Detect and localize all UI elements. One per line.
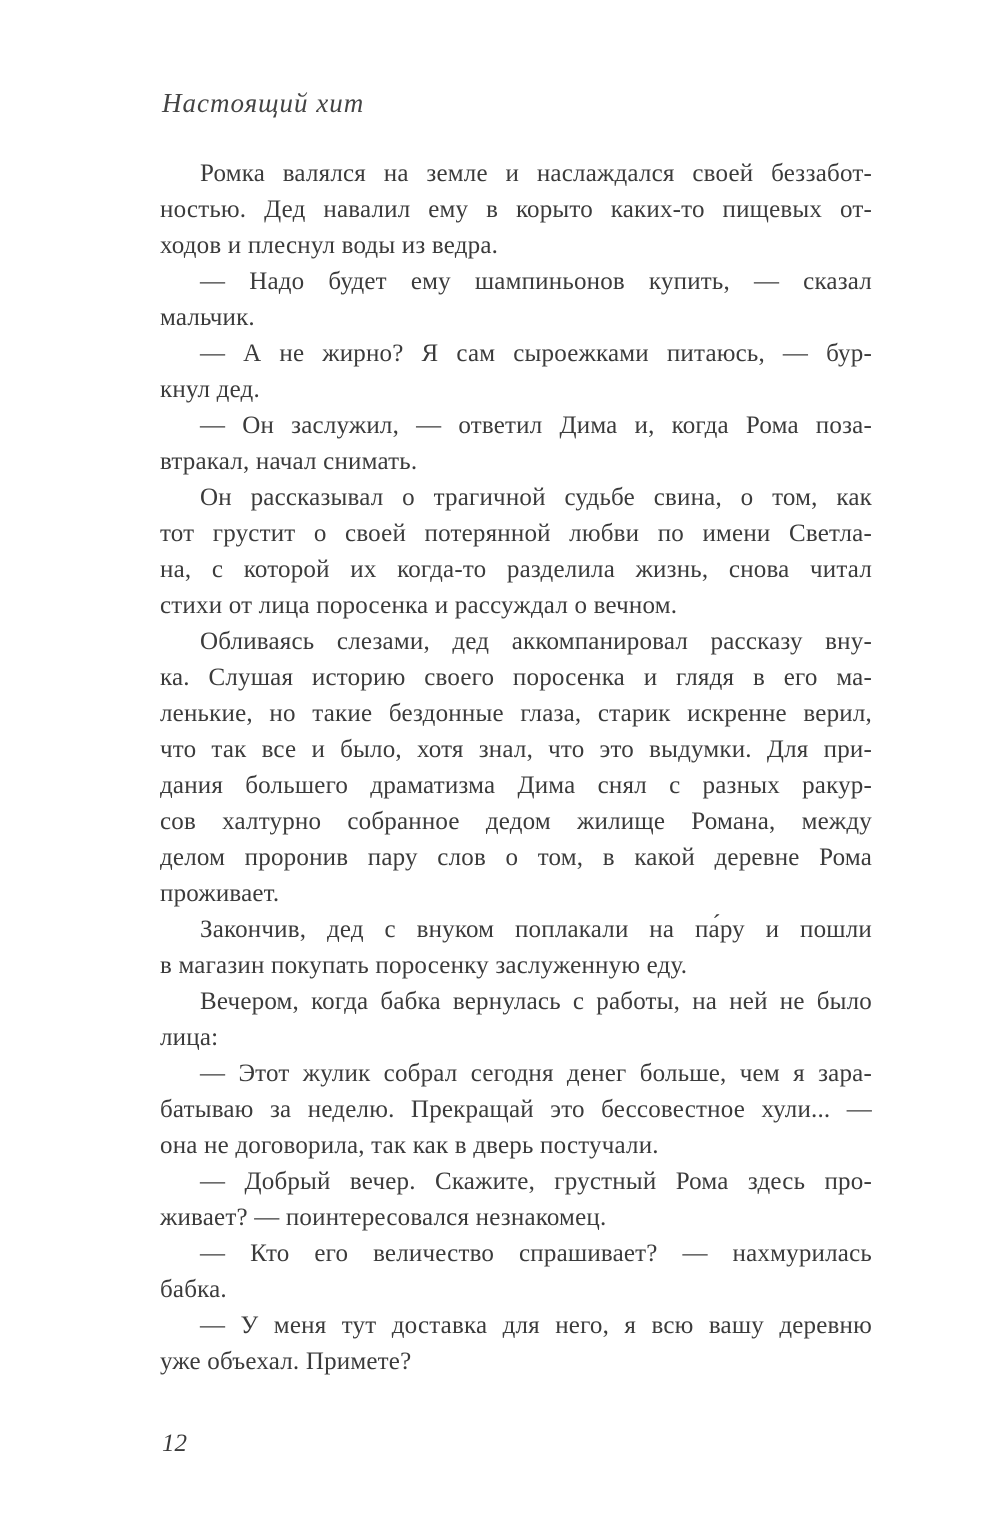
text-line: проживает. <box>160 880 280 907</box>
text-line: Он рассказывал о трагичной судьбе свина, о том, как <box>200 484 872 511</box>
text-line: — Кто его величество спрашивает? — нахмурилась <box>200 1240 872 1267</box>
text-line: Вечером, когда бабка вернулась с работы, на ней не было <box>200 988 872 1015</box>
text-line: ностью. Дед навалил ему в корыто каких-то пищевых от- <box>160 196 872 223</box>
text-line: батываю за неделю. Прекращай это бессовестное хули... — <box>160 1096 872 1123</box>
text-line: делом проронив пару слов о том, в какой деревне Рома <box>160 844 872 871</box>
text-line: в магазин покупать поросенку заслуженную еду. <box>160 952 688 979</box>
text-line: бабка. <box>160 1276 227 1303</box>
paragraph <box>160 408 872 480</box>
paragraph <box>160 156 872 264</box>
text-line: ленькие, но такие бездонные глаза, старик искренне верил, <box>160 700 872 727</box>
text-line: мальчик. <box>160 304 255 331</box>
text-line: Ромка валялся на земле и наслаждался своей беззабот- <box>200 160 872 187</box>
text-line: втракал, начал снимать. <box>160 448 418 475</box>
paragraph <box>160 480 872 624</box>
paragraph <box>160 336 872 408</box>
text-line: — Этот жулик собрал сегодня денег больше, чем я зара- <box>200 1060 872 1087</box>
text-line: она не договорила, так как в дверь постучали. <box>160 1132 659 1159</box>
text-line: — У меня тут доставка для него, я всю вашу деревню <box>200 1312 872 1339</box>
paragraph <box>160 1056 872 1164</box>
text-line: — Он заслужил, — ответил Дима и, когда Рома поза- <box>200 412 872 439</box>
paragraph <box>160 1164 872 1236</box>
text-line: на, с которой их когда-то разделила жизнь, снова читал <box>160 556 872 583</box>
text-line: ходов и плеснул воды из ведра. <box>160 232 499 259</box>
text-line: — Надо будет ему шампиньонов купить, — сказал <box>200 268 872 295</box>
paragraph <box>160 1308 872 1380</box>
text-line: дания большего драматизма Дима снял с разных ракур- <box>160 772 872 799</box>
paragraph <box>160 984 872 1056</box>
text-line: кнул дед. <box>160 376 260 403</box>
text-line: — А не жирно? Я сам сыроежками питаюсь, — бур- <box>200 340 872 367</box>
text-line: стихи от лица поросенка и рассуждал о вечном. <box>160 592 678 619</box>
text-line: Закончив, дед с внуком поплакали на па́ру и пошли <box>200 916 872 943</box>
paragraph <box>160 264 872 336</box>
text-line: ка. Слушая историю своего поросенка и глядя в его ма- <box>160 664 872 691</box>
text-line: тот грустит о своей потерянной любви по имени Светла- <box>160 520 872 547</box>
running-header: Настоящий хит <box>162 88 365 118</box>
page-number: 12 <box>162 1430 187 1457</box>
text-line: сов халтурно собранное дедом жилище Романа, между <box>160 808 872 835</box>
paragraph <box>160 1236 872 1308</box>
text-line: Обливаясь слезами, дед аккомпанировал рассказу вну- <box>200 628 872 655</box>
text-line: — Добрый вечер. Скажите, грустный Рома здесь про- <box>200 1168 872 1195</box>
text-line: уже объехал. Примете? <box>160 1348 412 1375</box>
text-line: что так все и было, хотя знал, что это выдумки. Для при- <box>160 736 872 763</box>
paragraph <box>160 624 872 912</box>
text-line: лица: <box>160 1024 219 1051</box>
text-block <box>160 156 872 1380</box>
text-line: живает? — поинтересовался незнакомец. <box>160 1204 607 1231</box>
paragraph <box>160 912 872 984</box>
